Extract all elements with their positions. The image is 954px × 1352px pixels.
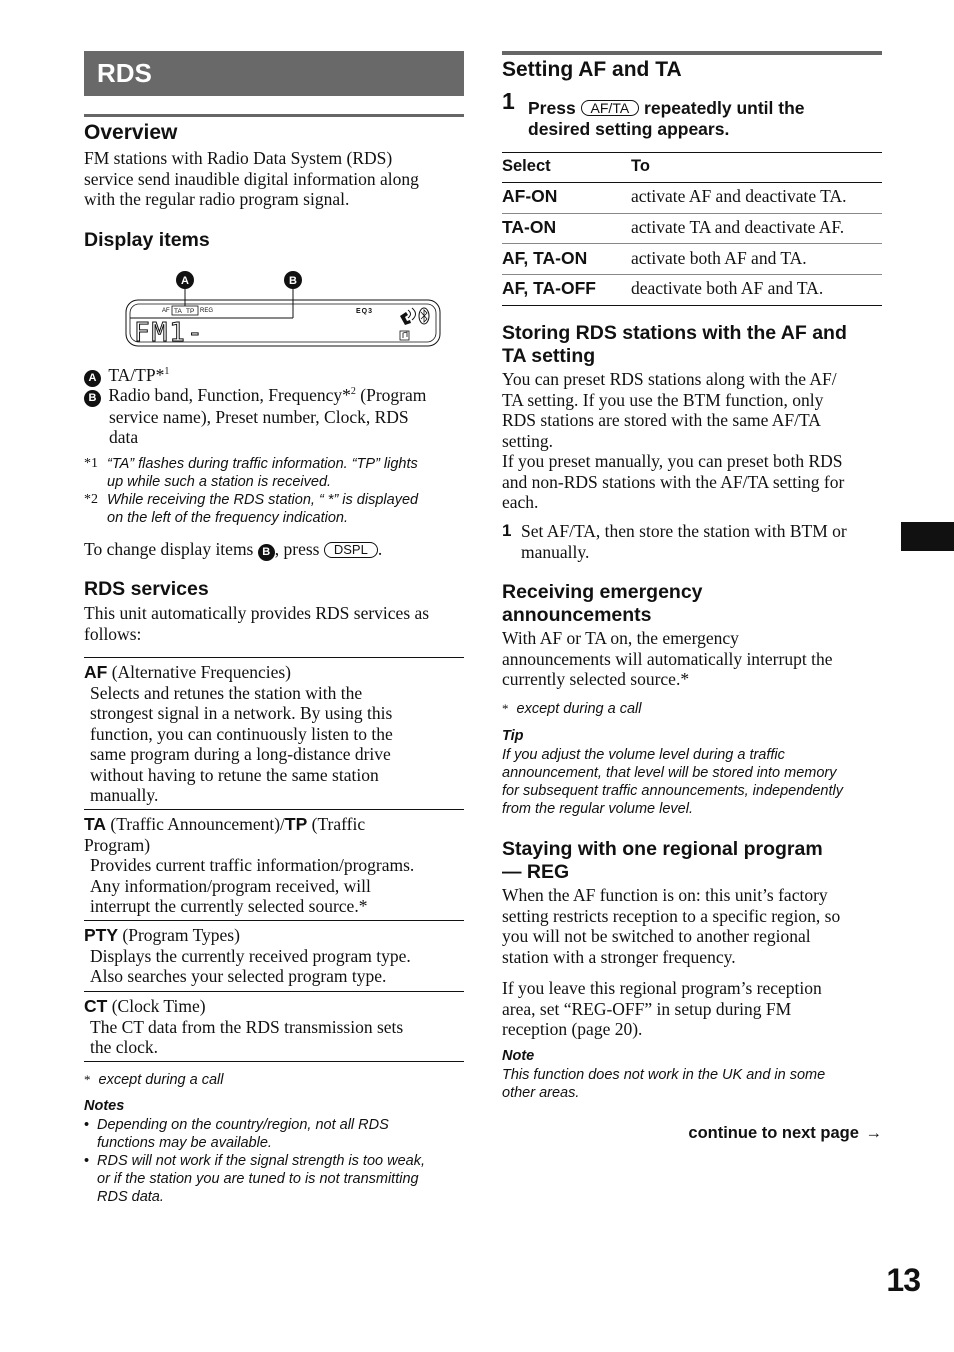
step-number: 1 (502, 521, 512, 540)
tip-heading: Tip (502, 728, 524, 744)
table-rule (502, 274, 882, 275)
text-line: and non-RDS stations with the AF/TA setting for (502, 471, 845, 492)
service-pty (84, 925, 464, 987)
heading-line: announcements (502, 604, 652, 626)
overview-heading: Overview (84, 121, 178, 144)
divider (84, 920, 464, 921)
emergency-heading (502, 581, 703, 627)
bullet: • (84, 1117, 90, 1133)
step-number: 1 (502, 88, 515, 114)
text-fragment: , press (274, 539, 324, 559)
service-ta-tp (84, 814, 464, 917)
footnote-mark: *1 (84, 456, 98, 471)
footnote-2 (84, 491, 464, 527)
table-rule (502, 182, 882, 183)
note-text (502, 1066, 882, 1102)
signal-icon (408, 308, 416, 320)
text-line: TA setting. If you use the BTM function, only (502, 389, 824, 410)
service-term-desc: (Traffic Announcement)/ (106, 814, 285, 834)
page-number: 13 (886, 1262, 920, 1298)
lcd-tp-label: TP (186, 308, 195, 315)
text-line: RDS data. (97, 1189, 164, 1205)
text-line: data (109, 427, 139, 448)
step-text: repeatedly until the (639, 98, 805, 118)
notes-heading: Notes (84, 1098, 125, 1114)
footnote-mark: * (84, 1072, 91, 1087)
divider (84, 809, 464, 810)
marker-b-icon: B (258, 544, 275, 561)
footnote-mark: * (502, 701, 509, 716)
col-header-to: To (631, 157, 650, 175)
divider (84, 1061, 464, 1062)
text-line: station with a stronger frequency. (502, 946, 736, 967)
text-line: currently selected source.* (502, 669, 690, 689)
cell-select: AF, TA-OFF (502, 278, 596, 298)
marker-a-icon: A (84, 370, 101, 387)
text-line: “TA” flashes during traffic information. “TP” lights (107, 456, 418, 472)
regional-para-1 (502, 885, 882, 967)
text-line: with the regular radio program signal. (84, 189, 350, 209)
text-line: on the left of the frequency indication. (107, 510, 349, 526)
footnote-text: except during a call (98, 1072, 224, 1088)
text-line: FM stations with Radio Data System (RDS) (84, 148, 393, 168)
lcd-main-text: FM1- (134, 318, 205, 348)
service-term: CT (84, 996, 108, 1016)
text-line: If you adjust the volume level during a traffic (502, 747, 785, 763)
table-rule (502, 305, 882, 306)
text-line: service name), Preset number, Clock, RDS (109, 406, 409, 427)
text-line: If you leave this regional program’s reception (502, 978, 822, 998)
section-tab (901, 522, 954, 551)
display-item-b (84, 382, 464, 448)
text-line: other areas. (502, 1085, 580, 1101)
note-item-1 (84, 1116, 464, 1152)
text-line: area, set “REG-OFF” in setup during FM (502, 998, 792, 1019)
tip-text (502, 746, 882, 818)
change-display-text (84, 539, 464, 561)
heading-line: Storing RDS stations with the AF and (502, 322, 847, 344)
service-term-desc: (Program Types) (118, 925, 240, 945)
storing-heading (502, 322, 847, 368)
step-text: Press (528, 98, 581, 118)
item-text: Radio band, Function, Frequency* (108, 384, 351, 405)
text-line: This unit automatically provides RDS services as (84, 603, 430, 623)
service-term: PTY (84, 925, 119, 945)
regional-para-2 (502, 978, 882, 1040)
footnote-text: except during a call (516, 701, 642, 717)
note-item-2 (84, 1152, 464, 1206)
service-term-desc: (Clock Time) (107, 996, 206, 1016)
service-term-desc: (Traffic (307, 814, 366, 834)
text-line: Displays the currently received program type. (90, 945, 411, 966)
heading-line: Receiving emergency (502, 581, 703, 603)
col-header-select: Select (502, 157, 551, 175)
marker-a-label: A (181, 275, 189, 287)
text-line: without having to retune the same station (90, 764, 379, 785)
text-line: When the AF function is on: this unit’s factory (502, 885, 828, 905)
text-line: Any information/program received, will (90, 875, 371, 896)
lcd-af-label: AF (162, 308, 170, 314)
text-line: follows: (84, 623, 142, 644)
divider (84, 114, 464, 117)
divider (502, 51, 882, 55)
lcd-ta-label: TA (174, 308, 182, 315)
service-ct (84, 996, 464, 1058)
cell-select: AF-ON (502, 186, 558, 206)
services-footnote (84, 1071, 464, 1089)
text-line: Depending on the country/region, not all RDS (97, 1117, 389, 1133)
setting-af-ta-heading: Setting AF and TA (502, 58, 682, 81)
superscript: 1 (164, 366, 170, 377)
page-title: RDS (97, 58, 152, 88)
text-line: strongest signal in a network. By using this (90, 703, 393, 723)
text-line: reception (page 20). (502, 1019, 643, 1039)
table-rule (502, 243, 882, 244)
overview-text (84, 148, 464, 210)
regional-heading (502, 838, 823, 884)
heading-line: Staying with one regional program (502, 838, 823, 860)
cell-to: activate TA and deactivate AF. (631, 217, 845, 237)
emergency-text (502, 628, 882, 690)
text-line: Provides current traffic information/programs. (90, 855, 415, 875)
text-line: RDS will not work if the signal strength is too weak, (97, 1153, 425, 1169)
step-text: desired setting appears. (528, 119, 730, 139)
continue-link[interactable] (688, 1124, 882, 1143)
lcd-eq-label: EQ3 (356, 308, 374, 315)
cell-to: activate AF and deactivate TA. (631, 186, 847, 206)
text-line: same program during a long-distance drive (90, 744, 391, 764)
marker-b-icon: B (84, 390, 101, 407)
bullet: • (84, 1153, 90, 1169)
divider (84, 991, 464, 992)
text-line: You can preset RDS stations along with the AF/ (502, 369, 837, 389)
text-line: While receiving the RDS station, “ *” is displayed (107, 492, 419, 508)
text-line: each. (502, 492, 539, 512)
heading-line: TA setting (502, 345, 596, 367)
text-line: functions may be available. (97, 1135, 272, 1151)
text-line: or if the station you are tuned to is not transmitting (97, 1171, 419, 1187)
lcd-reg-label: REG (200, 308, 214, 314)
storing-text (502, 369, 882, 513)
phone-icon (400, 312, 411, 325)
rds-services-heading: RDS services (84, 578, 209, 600)
text-line: manually. (521, 541, 590, 562)
heading-line: — REG (502, 861, 570, 883)
footnote-1 (84, 455, 464, 491)
text-line: If you preset manually, you can preset both RDS (502, 451, 843, 471)
divider (84, 657, 464, 658)
text-line: setting. (502, 430, 554, 451)
note-heading: Note (502, 1048, 535, 1064)
text-fragment: To change display items (84, 539, 258, 559)
text-line: you will not be switched to another regional (502, 926, 811, 946)
cell-select: AF, TA-ON (502, 248, 588, 268)
text-fragment: . (377, 539, 383, 559)
continue-text: continue to next page (688, 1124, 859, 1142)
display-items-heading: Display items (84, 229, 210, 251)
text-line: up while such a station is received. (107, 474, 332, 490)
text-line: setting restricts reception to a specific region, so (502, 905, 841, 926)
table-rule (502, 213, 882, 214)
item-text: TA/TP* (108, 364, 165, 385)
display-illustration (124, 268, 444, 350)
text-line: interrupt the currently selected source.* (90, 896, 368, 916)
rds-services-intro (84, 603, 464, 644)
storing-step (502, 521, 882, 562)
text-line: RDS stations are stored with the same AF/TA (502, 410, 821, 430)
service-term-desc: (Alternative Frequencies) (107, 662, 292, 682)
cell-to: deactivate both AF and TA. (631, 278, 824, 298)
arrow-right-icon: → (865, 1124, 882, 1142)
text-line: Set AF/TA, then store the station with BTM or (521, 521, 847, 541)
text-line: With AF or TA on, the emergency (502, 628, 739, 648)
service-term: TA (84, 814, 107, 834)
step-1 (502, 88, 882, 140)
text-line: announcements will automatically interrupt the (502, 648, 833, 669)
service-af (84, 662, 464, 806)
text-line: for subsequent traffic announcements, independently (502, 783, 843, 799)
footnote-mark: *2 (84, 492, 98, 507)
text-line: Also searches your selected program type. (90, 966, 387, 986)
text-line: function, you can continuously listen to the (90, 723, 393, 744)
text-line: announcement, that level will be stored into memory (502, 765, 837, 781)
text-line: from the regular volume level. (502, 801, 693, 817)
table-rule (502, 152, 882, 153)
text-line: service send inaudible digital information along (84, 168, 419, 189)
cell-select: TA-ON (502, 217, 557, 237)
superscript: 2 (350, 386, 356, 397)
text-line: The CT data from the RDS transmission sets (90, 1016, 404, 1037)
service-term: TP (284, 814, 308, 834)
emergency-footnote (502, 700, 882, 718)
text-line: Selects and retunes the station with the (90, 682, 363, 703)
text-line: This function does not work in the UK and in some (502, 1067, 826, 1083)
text-line: Program) (84, 834, 151, 855)
service-term: AF (84, 662, 108, 682)
dspl-key: DSPL (324, 542, 378, 558)
item-text: (Program (355, 384, 427, 405)
section-header-bar (84, 51, 464, 96)
marker-b-label: B (289, 275, 297, 287)
text-line: the clock. (90, 1037, 159, 1057)
af-ta-key: AF/TA (581, 100, 640, 116)
cell-to: activate both AF and TA. (631, 248, 807, 268)
text-line: manually. (90, 785, 159, 805)
